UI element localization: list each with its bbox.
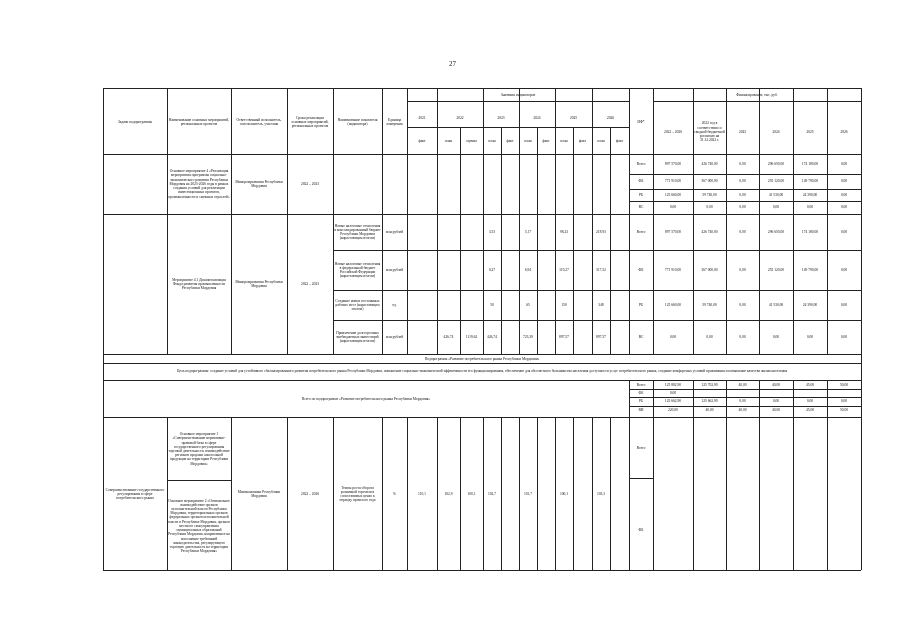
block2-ind-unit-2: ед. (392, 302, 397, 307)
block2-fin-src-3: ВС (638, 334, 644, 339)
block2-fin-y2026-0: 0,00 (840, 229, 848, 234)
header-year-2026: 2026 (606, 115, 615, 120)
grid-vline (483, 88, 484, 354)
grid-vline (555, 417, 556, 570)
block2-ind-unit-1: млн рублей (385, 267, 404, 272)
grid-vline (759, 380, 760, 417)
block3-event1: Основное мероприятие 1 «Совершенствование нормативно-правовой базы в сфере государственного регулирования торговой деятельности, взаимодействие регионов продажи алкогольной продукции на территории Республики Мордовия» (168, 432, 230, 466)
grid-vline (103, 88, 104, 354)
header-fin-2024: 2024 (772, 129, 780, 134)
block1-fin-y2022-1: 367 000,00 (701, 179, 718, 184)
total-fin-y2026-2: 0,00 (840, 399, 848, 404)
block3-unit: % (393, 491, 396, 496)
grid-vline (592, 88, 593, 354)
block2-ind-v2022f-2 (437, 290, 460, 320)
block1-event: Основное мероприятие 4 «Реализация мероприятия программы социально-экономического развития Республики Мордовия на 2023-2026 годы в рамках создания условий для реализации инвестиционных проектов, промышленности и смежных отраслей» (168, 169, 230, 199)
total-fin-y2024-0: 40,00 (771, 383, 781, 388)
sub-2022-plan: план (444, 138, 453, 143)
total-fin-src-2: РБ (638, 399, 644, 404)
block1-fin-y2024-3: 0,00 (772, 205, 780, 210)
grid-hline (333, 320, 861, 321)
grid-vline (793, 380, 794, 417)
block2-ind-v2025p-0: 98,23 (559, 229, 569, 234)
block3-src-fb: ФБ (638, 527, 644, 532)
grid-vline (333, 417, 334, 570)
subprogram-total-label: Всего по подпрограмме «Развитие потребительского рынка Республики Мордовия» (301, 396, 431, 401)
grid-vline (382, 417, 383, 570)
grid-vline (167, 88, 168, 354)
header-responsible: Ответственный исполнитель, соисполнитель, участник (236, 117, 282, 126)
header-year-2024: 2024 (533, 115, 541, 120)
block1-fin-y2023-2: 0,00 (739, 192, 746, 197)
grid-vline (827, 380, 828, 417)
block1-fin-src-1: ФБ (638, 179, 644, 184)
block2-fin-src-2: РБ (638, 302, 644, 307)
total-fin-y2025-2: 0,00 (806, 399, 814, 404)
header-fin-2025: 2025 (806, 129, 814, 134)
grid-vline (592, 417, 593, 570)
grid-vline (460, 127, 461, 354)
block2-ind-v2022f-3: 426,74 (443, 334, 454, 339)
block2-ind-v2023p-2: 50 (490, 302, 494, 307)
block2-ind-unit-3: млн рублей (385, 334, 404, 339)
block2-fin-total-0: 897 570,00 (664, 229, 682, 234)
grid-vline (610, 127, 611, 354)
block2-fin-y2025-2: 24 390,00 (802, 302, 818, 307)
grid-vline (861, 354, 862, 570)
block2-fin-y2026-3: 0,00 (840, 334, 848, 339)
grid-vline (629, 88, 630, 354)
grid-hline (333, 290, 861, 291)
block2-ind-v2023p-1: 0,27 (488, 267, 496, 272)
subprogram-title: Подпрограмма «Развитие потребительского рынка Республики Мордовия» (424, 356, 540, 361)
block2-deadlines: 2022 – 2023 (301, 281, 319, 286)
sub-2021-fact: факт (418, 138, 426, 143)
block2-fin-total-3: 0,00 (669, 334, 677, 339)
grid-hline (103, 570, 861, 571)
grid-vline (437, 88, 438, 354)
sub-2023-plan: план (488, 138, 496, 143)
block2-fin-src-1: ФБ (638, 267, 644, 272)
grid-vline (407, 88, 408, 354)
block1-fin-y2026-0: 0,00 (840, 161, 848, 166)
block2-fin-y2023-0: 0,00 (739, 229, 746, 234)
block1-fin-y2022-3: 0,00 (706, 205, 713, 210)
block2-fin-y2024-1: 255 120,00 (767, 267, 785, 272)
total-fin-y2023-0: 40,00 (738, 383, 747, 388)
grid-hline (103, 154, 861, 155)
total-fin-y2022-3: 40,00 (705, 408, 714, 413)
header-year-2022: 2022 (456, 115, 464, 120)
total-fin-y2023-2: 0,00 (739, 399, 746, 404)
block1-deadlines: 2022 – 2023 (301, 181, 319, 186)
grid-vline (793, 417, 794, 570)
sub-2026-fact: факт (615, 138, 624, 143)
block2-fin-total-2: 125 660,00 (664, 302, 682, 307)
grid-hline (103, 417, 861, 418)
grid-vline (501, 127, 502, 354)
block1-fin-total-1: 771 910,00 (664, 179, 682, 184)
grid-vline (653, 88, 654, 354)
total-fin-src-1: ФБ (638, 391, 644, 396)
block2-fin-total-1: 771 910,00 (664, 267, 682, 272)
grid-vline (726, 417, 727, 570)
block3-v2023-plan: 102,7 (487, 491, 497, 496)
grid-vline (333, 88, 334, 354)
grid-vline (437, 417, 438, 570)
block2-fin-y2026-1: 0,00 (840, 267, 848, 272)
total-fin-y2023-3: 40,00 (738, 408, 747, 413)
grid-hline (103, 363, 861, 364)
block1-fin-y2025-1: 149 790,00 (801, 179, 819, 184)
grid-vline (629, 417, 630, 570)
block2-ind-v2025p-3: 897,57 (559, 334, 569, 339)
total-fin-total-2: 125 662,90 (664, 399, 682, 404)
grid-hline (407, 127, 629, 128)
header-main-events: Наименование основных мероприятий, региональных проектов (168, 117, 230, 126)
block2-event: Мероприятие 4.1 Докапитализация Фонда развития промышленности Республики Мордовия (172, 277, 226, 291)
block1-fin-y2025-0: 174 180,00 (801, 161, 819, 166)
header-year-2021: 2021 (418, 115, 426, 120)
grid-vline (653, 380, 654, 417)
block3-deadlines: 2022 – 2026 (301, 491, 319, 496)
block2-ind-v2023p-3: 426,74 (487, 334, 497, 339)
block3-v2024-plan: 101,7 (523, 491, 533, 496)
block1-fin-src-3: ВС (638, 205, 644, 210)
block2-fin-y2025-1: 149 790,00 (801, 267, 819, 272)
block3-src-total: Всего (636, 445, 646, 450)
grid-hline (167, 480, 231, 481)
block3-v2021: 110,1 (418, 491, 426, 496)
block2-ind-v2024p-3: 723,39 (523, 334, 533, 339)
grid-vline (827, 417, 828, 570)
grid-hline (653, 101, 861, 102)
block1-fin-y2023-3: 0,00 (739, 205, 746, 210)
block2-ind-v2024p-2: 65 (526, 302, 530, 307)
block3-task: Совершенствование государственного регулирования в сфере потребительского рынка (105, 487, 165, 501)
block3-v2026-plan: 103,3 (596, 491, 606, 496)
grid-vline (610, 417, 611, 570)
block2-fin-y2023-1: 0,00 (739, 267, 746, 272)
block2-ind-v2026p-2: 348 (598, 302, 604, 307)
block3-v2025-plan: 100,1 (559, 491, 569, 496)
block2-fin-y2022-3: 0,00 (706, 334, 713, 339)
block2-ind-unit-0: млн рублей (385, 229, 404, 234)
grid-vline (573, 417, 574, 570)
sub-2024-plan: план (524, 138, 532, 143)
header-fin-total: 2022 – 2026 (664, 129, 682, 134)
block1-fin-y2023-1: 0,00 (739, 179, 746, 184)
grid-vline (407, 417, 408, 570)
total-fin-src-0: Всего (636, 383, 646, 388)
block2-fin-y2024-3: 0,00 (772, 334, 780, 339)
block2-fin-y2025-0: 174 180,00 (801, 229, 819, 234)
header-unit: Единица измерения (386, 117, 403, 126)
grid-vline (483, 417, 484, 570)
total-fin-y2026-0: 50,00 (839, 383, 849, 388)
grid-vline (693, 380, 694, 417)
subprogram-goal: Цель подпрограммы: создание условий для устойчивого сбалансированного развития потребительского рынка Республики Мордовия, повышение социально-экономической эффективности его функционирования, обеспечение для абсолютного большинства населения доступности услуг потребительского рынка, создание комфортных условий проживания и повышение качества жизни населения (176, 369, 788, 374)
grid-vline (793, 88, 794, 354)
total-fin-y2024-2: 0,00 (772, 399, 780, 404)
block3-v2022-plan: 102,9 (444, 491, 453, 496)
block2-ind-v2024p-0: 5,17 (524, 229, 532, 234)
total-fin-y2025-0: 45,00 (805, 383, 815, 388)
block1-fin-src-2: РБ (638, 192, 644, 197)
grid-hline (103, 354, 861, 355)
grid-vline (537, 417, 538, 570)
header-indicator-name: Наименование показателя (индикатора) (337, 117, 378, 126)
block1-fin-total-0: 897 570,00 (664, 161, 682, 166)
block1-fin-total-2: 125 660,00 (664, 192, 682, 197)
total-fin-src-3: ВИ (638, 408, 644, 413)
grid-hline (103, 214, 861, 215)
grid-vline (501, 417, 502, 570)
block3-v2022-forecast: 100,1 (467, 491, 476, 496)
block1-fin-y2022-0: 426 740,00 (701, 161, 718, 166)
grid-vline (573, 127, 574, 354)
grid-hline (103, 88, 861, 89)
header-fin-2026: 2026 (840, 129, 848, 134)
block2-ind-v2025p-2: 150 (561, 302, 567, 307)
grid-vline (287, 417, 288, 570)
page-number: 27 (449, 60, 456, 68)
header-ist: ИФ* (637, 119, 645, 124)
grid-vline (519, 417, 520, 570)
sub-2022-forecast: оценка (466, 138, 477, 143)
total-fin-y2022-2: 125 662,90 (701, 399, 718, 404)
grid-hline (407, 101, 629, 102)
header-financing: Финансирование, тыс. руб. (736, 92, 778, 97)
block2-fin-y2022-2: 59 740,00 (702, 302, 717, 307)
grid-vline (537, 127, 538, 354)
grid-vline (653, 417, 654, 570)
block2-fin-y2024-0: 296 650,00 (767, 229, 785, 234)
block2-ind-v2026p-1: 317,52 (596, 267, 606, 272)
block2-ind-v2026p-3: 897,57 (596, 334, 606, 339)
grid-vline (693, 417, 694, 570)
grid-hline (103, 380, 861, 381)
header-fin-2023: 2023 (738, 129, 747, 134)
block2-ind-v2024p-1: 6,94 (524, 267, 532, 272)
total-fin-total-3: 220,00 (668, 408, 678, 413)
block2-ind-v2026p-0: 218,93 (596, 229, 606, 234)
grid-vline (759, 88, 760, 354)
sub-2023-fact: факт (506, 138, 514, 143)
block2-fin-y2025-3: 0,00 (806, 334, 814, 339)
block2-ind-indicator-1: Новые налоговые отчисления в федеральный бюджет Российской Федерации (нарастающим итогом) (334, 261, 381, 279)
header-year-2023: 2023 (497, 115, 505, 120)
block1-fin-y2025-3: 0,00 (806, 205, 814, 210)
block2-ind-v2025p-1: 119,27 (559, 267, 569, 272)
sub-2024-fact: факт (542, 138, 550, 143)
grid-vline (693, 88, 694, 354)
grid-vline (629, 380, 630, 417)
grid-vline (861, 88, 862, 354)
total-fin-total-1: 0,00 (669, 391, 677, 396)
block1-fin-y2026-1: 0,00 (840, 179, 848, 184)
block2-fin-y2022-0: 426 740,00 (701, 229, 718, 234)
block1-responsible: Минпромразвития Республики Мордовия (235, 179, 283, 188)
grid-vline (726, 380, 727, 417)
grid-vline (167, 417, 168, 570)
total-fin-y2024-3: 40,00 (771, 408, 781, 413)
grid-vline (460, 417, 461, 570)
sub-2025-fact: факт (578, 138, 587, 143)
grid-hline (629, 478, 653, 479)
block2-responsible: Минпромразвития Республики Мордовия (235, 279, 283, 288)
block3-event2: Основное мероприятие 2 «Оптимальное взаимодействие органов исполнительной власти Республики Мордовия, территориальных органов федеральных органов исполнительной власти в Республике Мордовия, органов местного самоуправления муниципальных образований Республики Мордовия, направленное на исполнение требований законодательства, регулирующего торговую деятельность на территории Республики Мордовия» (168, 498, 230, 554)
block1-fin-y2025-2: 24 390,00 (802, 192, 818, 197)
grid-vline (382, 88, 383, 354)
block2-fin-y2024-2: 41 530,00 (768, 302, 784, 307)
sub-2026-plan: план (597, 138, 605, 143)
block1-fin-y2022-2: 59 740,00 (702, 192, 717, 197)
grid-vline (726, 88, 727, 354)
header-indicator-values: Значения индикаторов (500, 92, 536, 97)
block2-fin-y2022-1: 367 000,00 (701, 267, 718, 272)
block1-fin-y2026-3: 0,00 (840, 205, 848, 210)
block2-ind-v2022f-0 (437, 214, 460, 250)
block2-ind-indicator-2: Создание новых постоянных рабочих мест (нарастающим итогом) (335, 298, 380, 312)
grid-vline (103, 354, 104, 570)
total-fin-total-0: 125 882,90 (664, 383, 682, 388)
block1-fin-y2023-0: 0,00 (739, 161, 746, 166)
block3-responsible: Минэкономики Республики Мордовия (237, 489, 281, 498)
block2-fin-y2023-2: 0,00 (739, 302, 746, 307)
block1-fin-y2026-2: 0,00 (840, 192, 848, 197)
block3-indicator: Темпы роста оборота розничной торговли в сопоставимых ценах к периоду прошлого года (339, 485, 376, 503)
block1-fin-y2024-1: 255 120,00 (767, 179, 785, 184)
grid-vline (555, 88, 556, 354)
total-fin-y2022-0: 125 702,90 (701, 383, 718, 388)
grid-hline (333, 250, 861, 251)
sub-2025-plan: план (560, 138, 568, 143)
block2-ind-v2023p-0: 3,53 (488, 229, 496, 234)
grid-vline (827, 88, 828, 354)
block2-ind-indicator-0: Новые налоговые отчисления в консолидированный бюджет Республики Мордовия (нарастающим итогом) (334, 223, 381, 241)
grid-vline (231, 88, 232, 354)
grid-vline (519, 88, 520, 354)
header-task: Задачи подпрограммы (117, 119, 153, 124)
header-year-2025: 2025 (569, 115, 578, 120)
block2-ind-indicator-3: Привлечение долгосрочных внебюджетных инвестиций (нарастающим итогом) (336, 330, 379, 344)
block1-fin-y2024-0: 296 650,00 (767, 161, 785, 166)
total-fin-y2025-3: 45,00 (805, 408, 815, 413)
block2-fin-y2023-3: 0,00 (739, 334, 746, 339)
total-fin-y2026-3: 50,00 (839, 408, 849, 413)
header-fin-note: 2022 год в соответствии со сводной бюджетной росписью на 31.12.2022 г. (694, 121, 725, 143)
block1-fin-y2024-2: 41 530,00 (768, 192, 784, 197)
block2-ind-v2022p-3: 1119,62 (465, 334, 478, 339)
grid-vline (759, 417, 760, 570)
grid-vline (231, 417, 232, 570)
block1-fin-total-3: 0,00 (669, 205, 677, 210)
block2-fin-src-0: Всего (636, 229, 646, 234)
block1-fin-src-0: Всего (636, 161, 646, 166)
grid-vline (287, 88, 288, 354)
block2-ind-v2022f-1 (437, 250, 460, 290)
block2-fin-y2026-2: 0,00 (840, 302, 848, 307)
header-deadlines: Сроки реализации основных мероприятий, региональных проектов (291, 115, 329, 129)
